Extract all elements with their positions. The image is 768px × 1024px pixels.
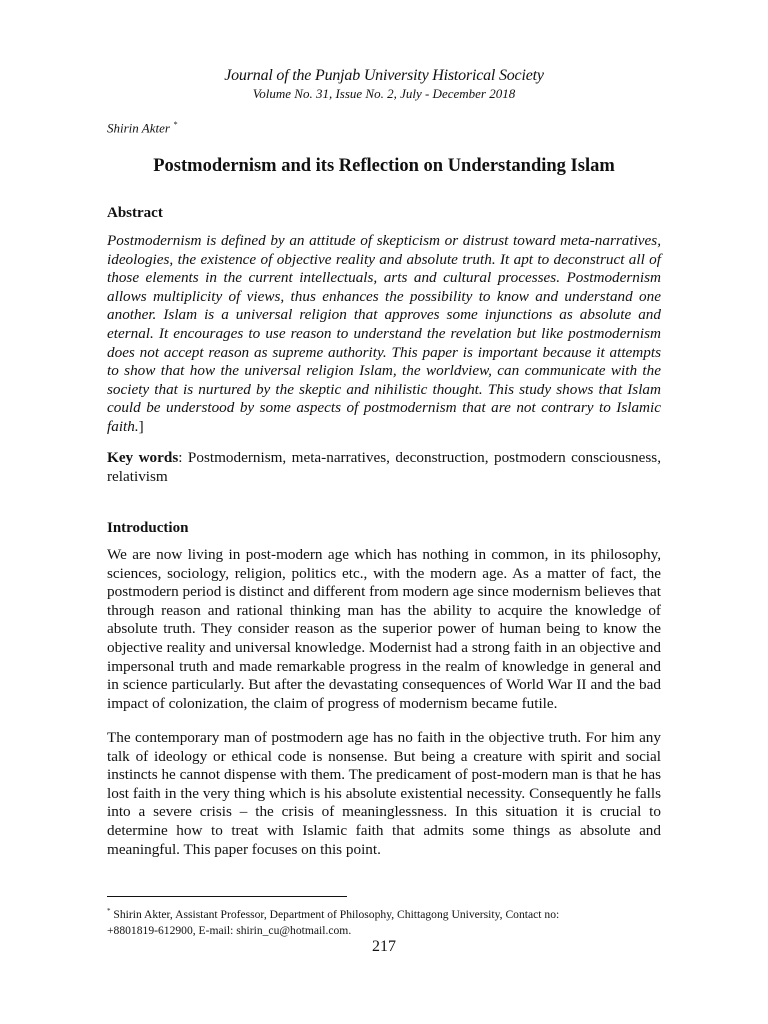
journal-volume-info: Volume No. 31, Issue No. 2, July - December 2018	[252, 86, 516, 101]
introduction-heading: Introduction	[107, 520, 189, 536]
journal-title: Journal of the Punjab University Historical Society	[224, 67, 544, 84]
abstract-bracket: ]	[138, 417, 144, 435]
keywords-text: : Postmodernism, meta-narratives, deconstruction, postmodern consciousness, relativism	[107, 449, 661, 485]
intro-paragraph-1: We are now living in post-modern age which has nothing in common, in its philosophy, sciences, sociology, religion, politics etc., with the modern age. As a matter of fact, the postmodern period is distinct and different from modern age since modernism believes that through reason and rational thinking man has the ability to acquire the knowledge of absolute truth. They consider reason as the superior power of human being to know the objective reality and universal knowledge. Modernist had a strong faith in an objective and impersonal truth and made remarkable progress in the realm of knowledge in general and in science particularly. But after the devastating consequences of World War II and the bad impact of colonization, the claim of progress of modernism became futile.	[107, 546, 661, 712]
footnote-divider	[107, 896, 347, 897]
footnote-marker: *	[107, 907, 111, 915]
author-name: Shirin Akter	[107, 120, 170, 136]
intro-paragraph-2: The contemporary man of postmodern age has no faith in the objective truth. For him any talk of ideology or ethical code is nonsense. But being a creature with spirit and social instincts he cannot dispense with them. The predicament of post-modern man is that he has lost faith in the very thing which is his absolute existential necessity. Consequently he falls into a severe crisis – the crisis of meaninglessness. In this situation it is crucial to determine how to treat with Islamic faith that admits some things as absolute and meaningful. This paper focuses on this point.	[107, 729, 661, 858]
page-number: 217	[372, 938, 396, 955]
footnote-line-2: +8801819-612900, E-mail: shirin_cu@hotmail.com.	[107, 923, 352, 937]
author-footnote-marker: *	[173, 120, 178, 129]
footnote	[107, 903, 661, 939]
keywords	[107, 449, 661, 486]
footnote-line-1: Shirin Akter, Assistant Professor, Department of Philosophy, Chittagong University, Contact no:	[110, 907, 560, 921]
abstract-text: Postmodernism is defined by an attitude of skepticism or distrust toward meta-narratives, ideologies, the existence of objective reality and absolute truth. It apt to deconstruct all of those elements in the current intellectuals, arts and cultural processes. Postmodernism allows multiplicity of views, thus enhances the possibility to know and understand one another. Islam is a universal religion that approves some injunctions as absolute and eternal. It encourages to use reason to understand the revelation but like postmodernism does not accept reason as supreme authority. This paper is important because it attempts to show that how the universal religion Islam, the worldview, can communicate with the society that is nurtured by the skeptic and nihilistic thought. This study shows that Islam could be understood by some aspects of postmodernism that are not contrary to Islamic faith.	[107, 232, 661, 435]
author-line	[107, 120, 177, 136]
abstract-body	[107, 232, 661, 437]
article-title: Postmodernism and its Reflection on Understanding Islam	[153, 156, 615, 176]
abstract-heading: Abstract	[107, 205, 163, 221]
keywords-label: Key words	[107, 449, 179, 466]
